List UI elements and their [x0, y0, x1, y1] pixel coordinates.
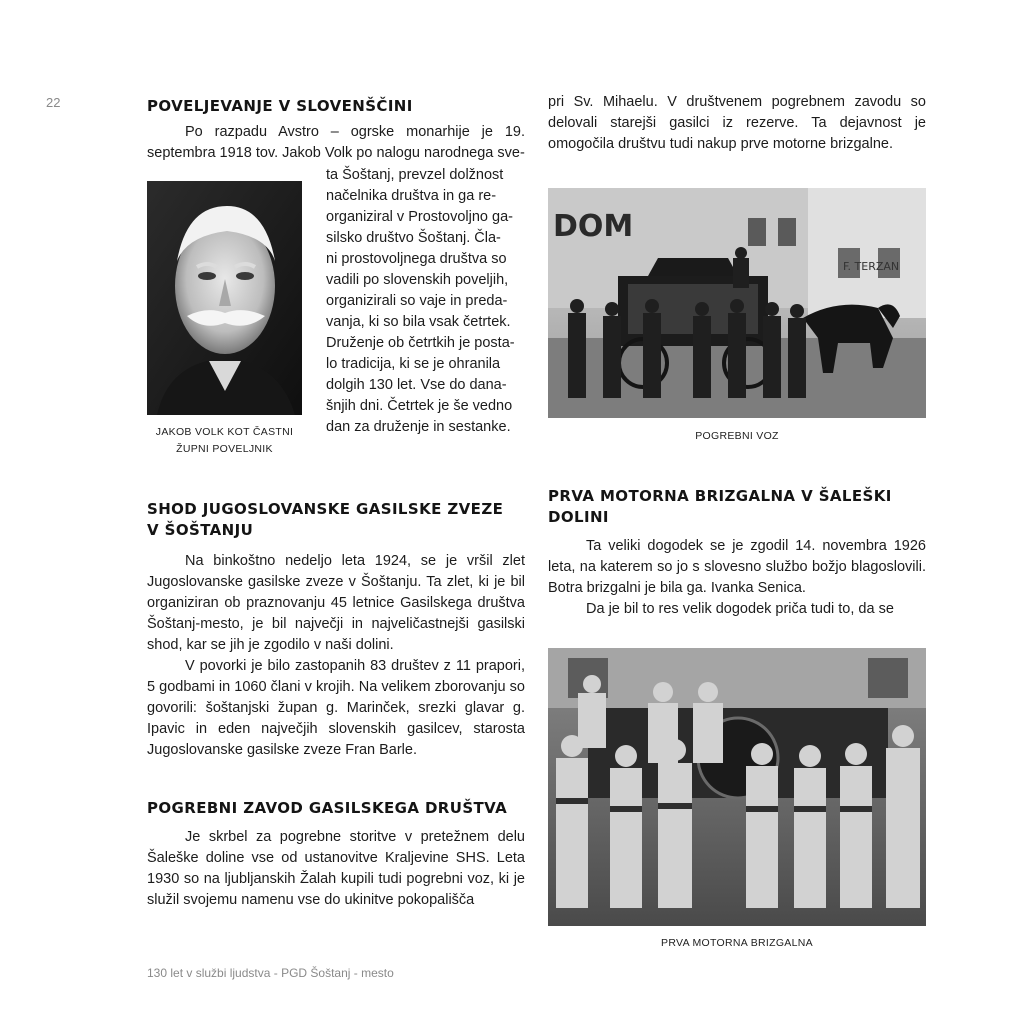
- left-column: [147, 96, 525, 164]
- section-title-brizgalna: PRVA MOTORNA BRIZGALNA V ŠALEŠKI DOLINI: [548, 487, 892, 526]
- section-title-poveljevanje: POVELJEVANJE V SLOVENŠČINI: [147, 97, 413, 115]
- shod-paragraph-2: V povorki je bilo zastopanih 83 društev z 11 prapori, 5 godbami in 1060 člani v krojih. Na velikem zborovanju so govorili: šoštanjski župan g. Marinček, srezki glavar g. Ipavic in eden največjih slovenskih gasilcev, starosta Jugoslovanske gasilske zveze Fran Barle.: [147, 658, 525, 758]
- brizgalna-paragraph-1: Ta veliki dogodek se je zgodil 14. novembra 1926 leta, na katerem so jo s slovesno službo božjo blagoslovili. Botra brizgalni je bila ga. Ivanka Senica.: [548, 538, 926, 596]
- pogrebni-paragraph-1: Je skrbel za pogrebne storitve v pretežnem delu Šaleške doline vse od ustanovitve Kraljevine SHS. Leta 1930 so na ljubljanskih Žalah kupili tudi pogrebni voz, ki je služil svojemu namenu vse do ukinitve pokopališča: [147, 829, 525, 908]
- fire-pump-caption: PRVA MOTORNA BRIZGALNA: [661, 937, 813, 949]
- brizgalna-paragraph-2: Da je bil to res velik dogodek priča tudi to, da se: [586, 601, 894, 617]
- hearse-image: [548, 188, 926, 418]
- section-shod: [147, 499, 525, 761]
- right-column: [548, 92, 926, 155]
- pogrebni-continuation: pri Sv. Mihaelu. V društvenem pogrebnem zavodu so delovali starejši gasilci iz rezerve. Ta dejavnost je omogočila društvu tudi nakup prve motorne brizgalne.: [548, 94, 926, 152]
- portrait-photo-jakob-volk: [147, 181, 302, 415]
- portrait-image: [147, 181, 302, 415]
- photo-motorna-brizgalna: [548, 648, 926, 926]
- hearse-caption: POGREBNI VOZ: [695, 430, 779, 442]
- poveljevanje-intro: Po razpadu Avstro – ogrske monarhije je 19. septembra 1918 tov. Jakob Volk po nalogu narodnega sve-: [147, 124, 525, 161]
- portrait-caption: JAKOB VOLK KOT ČASTNI ŽUPNI POVELJNIK: [155, 426, 294, 455]
- section-brizgalna: [548, 486, 926, 620]
- poveljevanje-wrap-text: ta Šoštanj, prevzel dolžnost načelnika društva in ga re- organiziral v Prostovoljno ga- silsko društvo Šoštanj. Čla- ni prostovoljnega društva so vadili po slovenskih poveljih, organizirali so vaje in preda- vanja, ki so bila vsak četrtek. Druženje ob četrtkih je posta- lo tradicija, ki se je ohranila dolgih 130 let. Vse do dana- šnjih dni. Četrtek je še vedno dan za druženje in sestanke.: [326, 167, 515, 435]
- page-number: 22: [46, 95, 61, 110]
- photo-pogrebni-voz: [548, 188, 926, 418]
- section-title-pogrebni: POGREBNI ZAVOD GASILSKEGA DRUŠTVA: [147, 799, 508, 817]
- section-pogrebni: [147, 798, 525, 911]
- shod-paragraph-1: Na binkoštno nedeljo leta 1924, se je vršil zlet Jugoslovanske gasilske zveze v Šoštanju. Ta zlet, ki je bil organiziran ob praznovanju 45 letnice Gasilskega društva Šoštanj-mesto, je bil največji in najveličastnejši gasilski shod, kar se jih je zgodilo v naši dolini.: [147, 553, 525, 653]
- page-footer: 130 let v službi ljudstva - PGD Šoštanj - mesto: [147, 966, 394, 980]
- svg-text:DOM: DOM: [553, 209, 634, 244]
- fire-pump-image: [548, 648, 926, 926]
- svg-text:F. TERZAN: F. TERZAN: [843, 260, 900, 273]
- section-title-shod: SHOD JUGOSLOVANSKE GASILSKE ZVEZE V ŠOŠTANJU: [147, 500, 504, 539]
